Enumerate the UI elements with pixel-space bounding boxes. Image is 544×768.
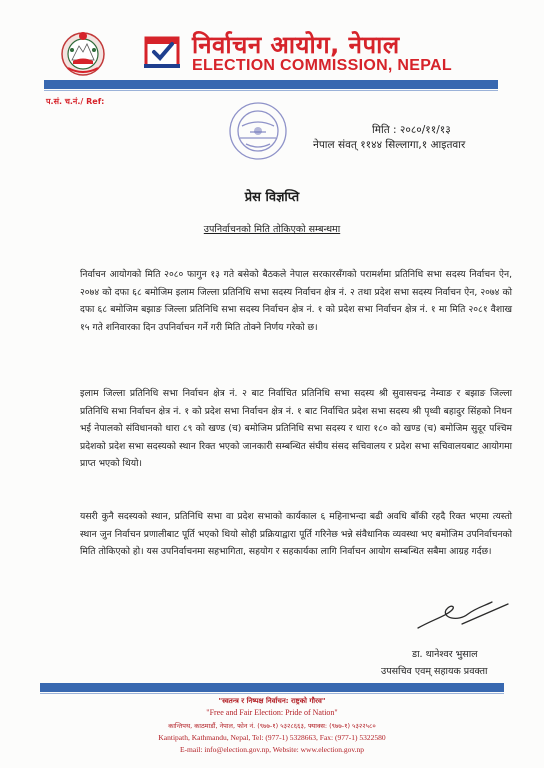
signer-title: उपसचिव एवम् सहायक प्रवक्ता	[381, 666, 488, 677]
nepal-sambat-date: नेपाल संवत् ११४४ सिल्लागा,१ आइतवार	[313, 139, 466, 151]
commission-title-nepali: निर्वाचन आयोग, नेपाल	[192, 31, 400, 59]
body-paragraph-3: यसरी कुनै सदस्यको स्थान, प्रतिनिधि सभा वा प्रदेश सभाको कार्यकाल ६ महिनाभन्दा बढी अवधि बाँकी रहदै रिक्त भएमा त्यस्तो स्थान जुन निर्वाचन प्रणालीबाट पूर्ति भएको थियो सोही प्रक्रियाद्वारा पूर्ति गरिनेछ भन्ने संवैधानिक व्यवस्था भए बमोजिम उपनिर्वाचनको मिति तोकिएको हो। यस उपनिर्वाचनमा सहभागिता, सहयोग र सहकार्यका लागि निर्वाचन आयोग सम्बन्धित सबैमा आग्रह गर्दछ।	[80, 511, 512, 558]
footer-slogan-nepali: "स्वतन्त्र र निष्पक्ष निर्वाचन: राष्ट्रको गौरव"	[218, 697, 326, 705]
header-divider-bar	[44, 80, 498, 89]
ballot-box-logo-icon	[140, 30, 184, 70]
header-divider-line	[44, 90, 498, 91]
footer-slogan-english: "Free and Fair Election: Pride of Nation"	[206, 708, 338, 717]
document-subject: उपनिर्वाचनको मिति तोकिएको सम्बन्धमा	[203, 224, 341, 235]
issue-date: मिति : २०८०/११/१३	[372, 124, 451, 136]
reference-label: प.सं. च.नं./ Ref:	[46, 97, 105, 106]
footer-address-nepali: कान्तिपथ, काठमाडौं, नेपाल, फोन नं. (९७७-१) ५३२८६६३, फ्याक्स: (९७७-१) ५३२२५८०	[168, 722, 376, 730]
nepal-emblem-icon	[60, 28, 106, 78]
footer-divider-bar	[40, 683, 504, 692]
signer-name: डा. थानेश्वर भुसाल	[412, 649, 478, 660]
document-heading: प्रेस विज्ञप्ति	[244, 190, 300, 205]
footer-address-english: Kantipath, Kathmandu, Nepal, Tel: (977-1) 5328663, Fax: (977-1) 5322580	[158, 733, 386, 742]
received-stamp-icon	[222, 98, 294, 164]
footer-divider-line	[40, 693, 504, 694]
body-paragraph-1: निर्वाचन आयोगको मिति २०८० फागुन १३ गते बसेको बैठकले नेपाल सरकारसँगको परामर्शमा प्रतिनिधि सभा सदस्य निर्वाचन ऐन, २०७४ को दफा ६८ बमोजिम इलाम जिल्ला प्रतिनिधि सभा सदस्य निर्वाचन क्षेत्र नं. २ तथा प्रदेश सभा सदस्य निर्वाचन ऐन, २०७४ को दफा ६८ बमोजिम बझाङ जिल्ला प्रतिनिधि सभा सदस्य निर्वाचन क्षेत्र नं. १ को प्रदेश सभा निर्वाचन क्षेत्र नं. १ मा मिति २०८१ वैशाख १५ गते शनिवारका दिन उपनिर्वाचन गर्ने गरी मिति तोक्ने निर्णय गरेको छ।	[80, 269, 512, 333]
commission-title-english: ELECTION COMMISSION, NEPAL	[192, 57, 452, 74]
footer-contact-info: E-mail: info@election.gov.np, Website: www.election.gov.np	[179, 745, 365, 754]
body-paragraph-2: इलाम जिल्ला प्रतिनिधि सभा निर्वाचन क्षेत्र नं. २ बाट निर्वाचित प्रतिनिधि सभा सदस्य श्री सुवासचन्द्र नेम्वाङ र बझाङ जिल्ला प्रतिनिधि सभा निर्वाचन क्षेत्र नं. १ को प्रदेश सभा निर्वाचन क्षेत्र नं. १ बाट निर्वाचित प्रदेश सभा सदस्य श्री पृथ्वी बहादुर सिंहको निधन भई नेपालको संविधानको धारा ८९ को खण्ड (च) बमोजिम प्रतिनिधि सभा सदस्य र धारा १८० को खण्ड (च) बमोजिम सुदूर पश्चिम प्रदेशको प्रदेश सभा सदस्यको स्थान रिक्त भएको जानकारी सम्बन्धित संघीय संसद सचिवालय र प्रदेश सभा सचिवालयबाट आयोगमा प्राप्त भएको थियो।	[80, 388, 512, 470]
handwritten-signature-icon	[412, 598, 516, 632]
